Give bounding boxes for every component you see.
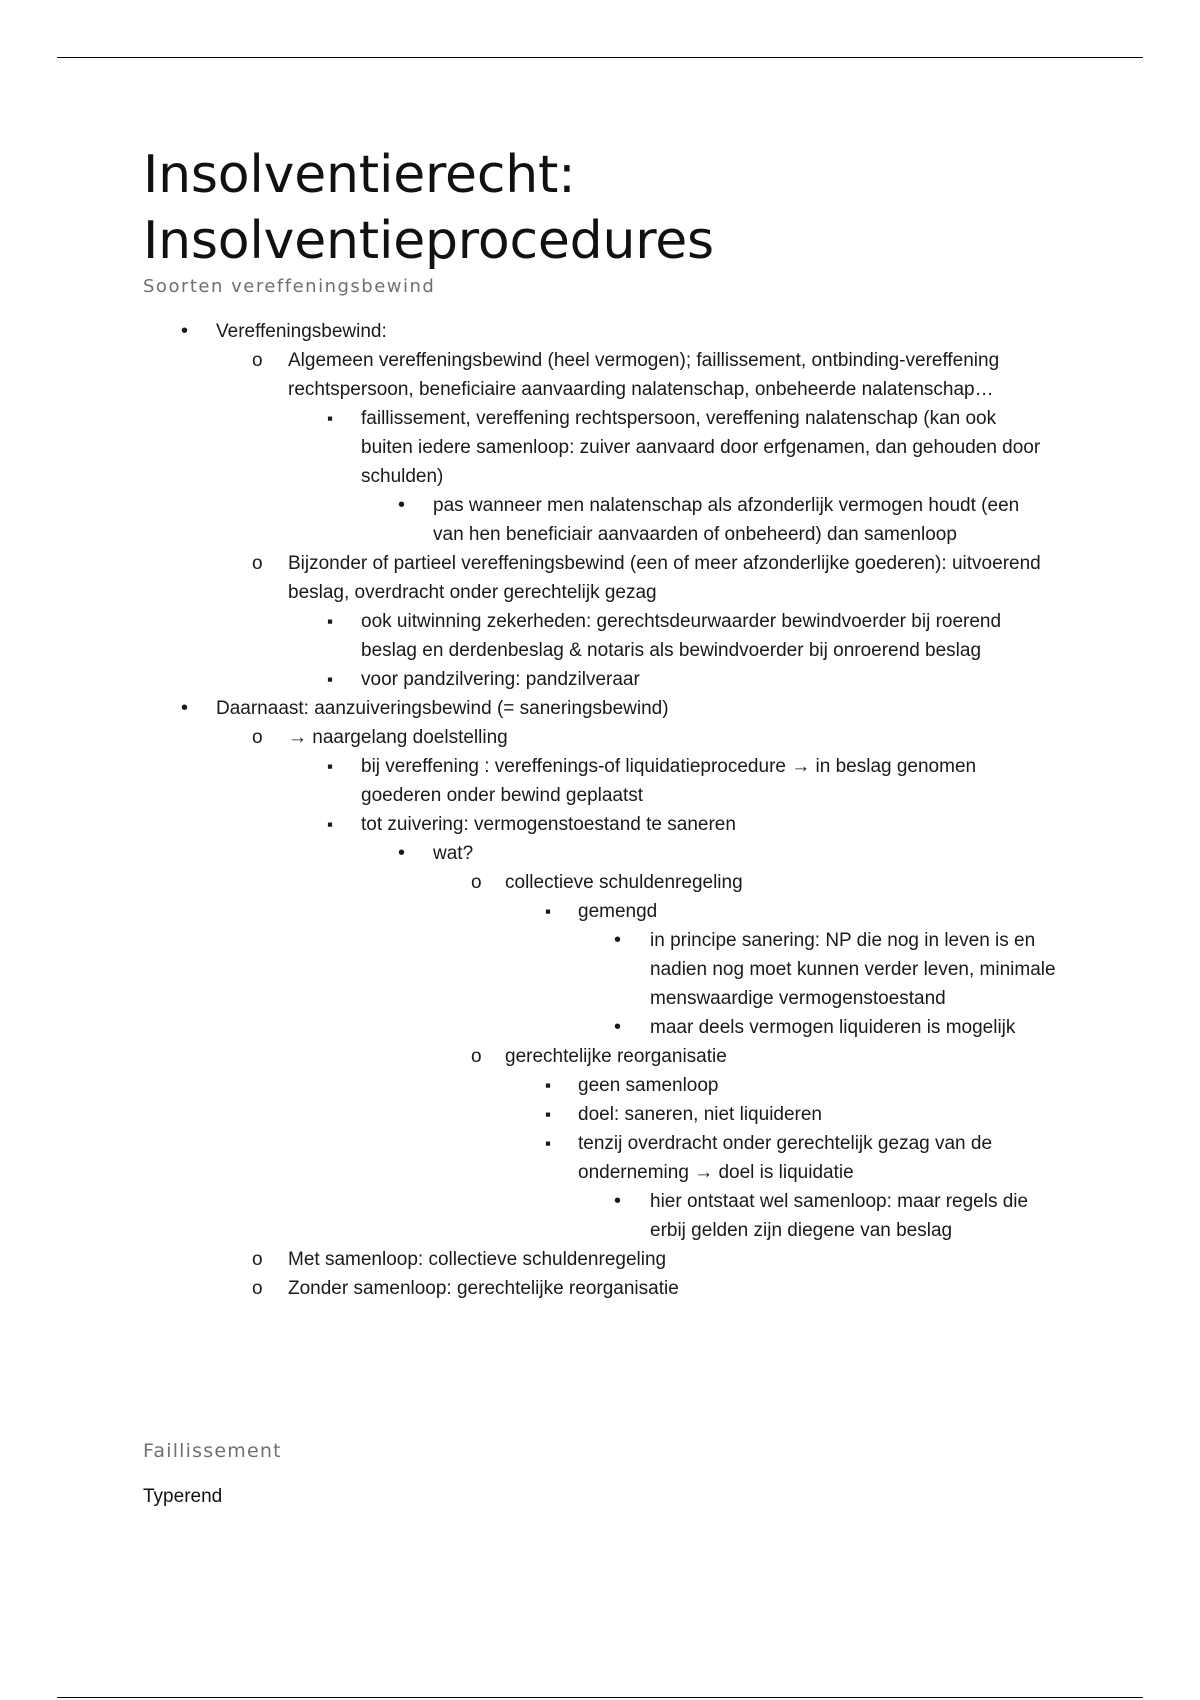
footer-rule <box>57 1697 1143 1698</box>
list-item <box>0 549 1050 607</box>
bullet-square-icon <box>327 665 333 694</box>
list-item <box>0 404 1050 491</box>
list-item-text: wat? <box>433 843 474 864</box>
bullet-circle-icon <box>252 549 263 578</box>
bullet-square-icon <box>327 752 333 781</box>
list-item-text: collectieve schuldenregeling <box>505 872 743 893</box>
subtitle: Soorten vereffeningsbewind <box>143 276 436 297</box>
list-item <box>0 491 1050 549</box>
bullet-dot-icon <box>398 839 405 868</box>
list-item-text: voor pandzilvering: pandzilveraar <box>361 669 640 690</box>
section-heading: Faillissement <box>143 1440 282 1462</box>
list-item-text: tenzij overdracht onder gerechtelijk gezag van de onderneming → doel is liquidatie <box>578 1133 993 1183</box>
bullet-square-icon <box>545 1071 551 1100</box>
bullet-circle-icon <box>252 1274 263 1303</box>
bullet-dot-icon <box>398 491 405 520</box>
list-item <box>0 1274 1050 1303</box>
bullet-circle-icon <box>471 1042 482 1071</box>
list-item <box>0 1245 1050 1274</box>
bullet-list <box>0 317 1200 1303</box>
list-item-text: faillissement, vereffening rechtspersoon, vereffening nalatenschap (kan ook buiten iedere samenloop: zuiver aanvaard door erfgenamen, dan gehouden door schulden) <box>361 408 1041 487</box>
list-item <box>0 868 1050 897</box>
list-item-text: tot zuivering: vermogenstoestand te saneren <box>361 814 736 835</box>
bullet-dot-icon <box>181 694 188 723</box>
bullet-dot-icon <box>614 926 621 955</box>
list-item <box>0 810 1050 839</box>
list-item <box>0 317 1050 346</box>
list-item-text: bij vereffening : vereffenings-of liquidatieprocedure → in beslag genomen goederen onder bewind geplaatst <box>361 756 977 806</box>
list-item-text: gerechtelijke reorganisatie <box>505 1046 727 1067</box>
list-item-text: gemengd <box>578 901 658 922</box>
bullet-square-icon <box>327 810 333 839</box>
list-item-text: pas wanneer men nalatenschap als afzonderlijk vermogen houdt (een van hen beneficiair aanvaarden of onbeheerd) dan samenloop <box>433 495 1020 545</box>
bullet-square-icon <box>327 404 333 433</box>
list-item-text: Daarnaast: aanzuiveringsbewind (= saneringsbewind) <box>216 698 669 719</box>
list-item-text: in principe sanering: NP die nog in leven is en nadien nog moet kunnen verder leven, minimale menswaardige vermogenstoestand <box>650 930 1056 1009</box>
list-item-text: Met samenloop: collectieve schuldenregeling <box>288 1249 667 1270</box>
list-item <box>0 1013 1060 1042</box>
bullet-circle-icon <box>252 723 263 752</box>
list-item <box>0 665 1050 694</box>
list-item <box>0 1129 1050 1187</box>
list-item <box>0 346 1050 404</box>
title-line-2: Insolventieprocedures <box>143 211 714 271</box>
list-item <box>0 1071 1050 1100</box>
list-item-text: geen samenloop <box>578 1075 719 1096</box>
list-item <box>0 694 1050 723</box>
list-item <box>0 897 1050 926</box>
list-item-text: doel: saneren, niet liquideren <box>578 1104 823 1125</box>
bullet-dot-icon <box>614 1013 621 1042</box>
list-item <box>0 1187 1060 1245</box>
list-item-text: → naargelang doelstelling <box>288 727 508 748</box>
list-item-text: hier ontstaat wel samenloop: maar regels die erbij gelden zijn diegene van beslag <box>650 1191 1029 1241</box>
bullet-dot-icon <box>181 317 188 346</box>
list-item-text: ook uitwinning zekerheden: gerechtsdeurwaarder bewindvoerder bij roerend beslag en derdenbeslag & notaris als bewindvoerder bij onroerend beslag <box>361 611 1002 661</box>
paragraph-text: Typerend <box>143 1486 223 1507</box>
list-item <box>0 926 1060 1013</box>
list-item-text: Vereffeningsbewind: <box>216 321 387 342</box>
list-item <box>0 1100 1050 1129</box>
bullet-circle-icon <box>252 346 263 375</box>
bullet-square-icon <box>545 1129 551 1158</box>
header-rule <box>57 57 1143 58</box>
list-item <box>0 839 1050 868</box>
bullet-square-icon <box>545 897 551 926</box>
list-item <box>0 752 1050 810</box>
bullet-square-icon <box>545 1100 551 1129</box>
list-item-text: maar deels vermogen liquideren is mogelijk <box>650 1017 1016 1038</box>
bullet-circle-icon <box>471 868 482 897</box>
list-item-text: Zonder samenloop: gerechtelijke reorganisatie <box>288 1278 679 1299</box>
bullet-square-icon <box>327 607 333 636</box>
list-item <box>0 607 1050 665</box>
bullet-circle-icon <box>252 1245 263 1274</box>
list-item-text: Algemeen vereffeningsbewind (heel vermogen); faillissement, ontbinding-vereffening rechtspersoon, beneficiaire aanvaarding nalatenschap, onbeheerde nalatenschap… <box>288 350 1000 400</box>
list-item <box>0 723 1050 752</box>
bullet-dot-icon <box>614 1187 621 1216</box>
list-item <box>0 1042 1050 1071</box>
list-item-text: Bijzonder of partieel vereffeningsbewind (een of meer afzonderlijke goederen): uitvoerend beslag, overdracht onder gerechtelijk gezag <box>288 553 1041 603</box>
title-line-1: Insolventierecht: <box>143 145 576 205</box>
page-title <box>143 142 714 274</box>
